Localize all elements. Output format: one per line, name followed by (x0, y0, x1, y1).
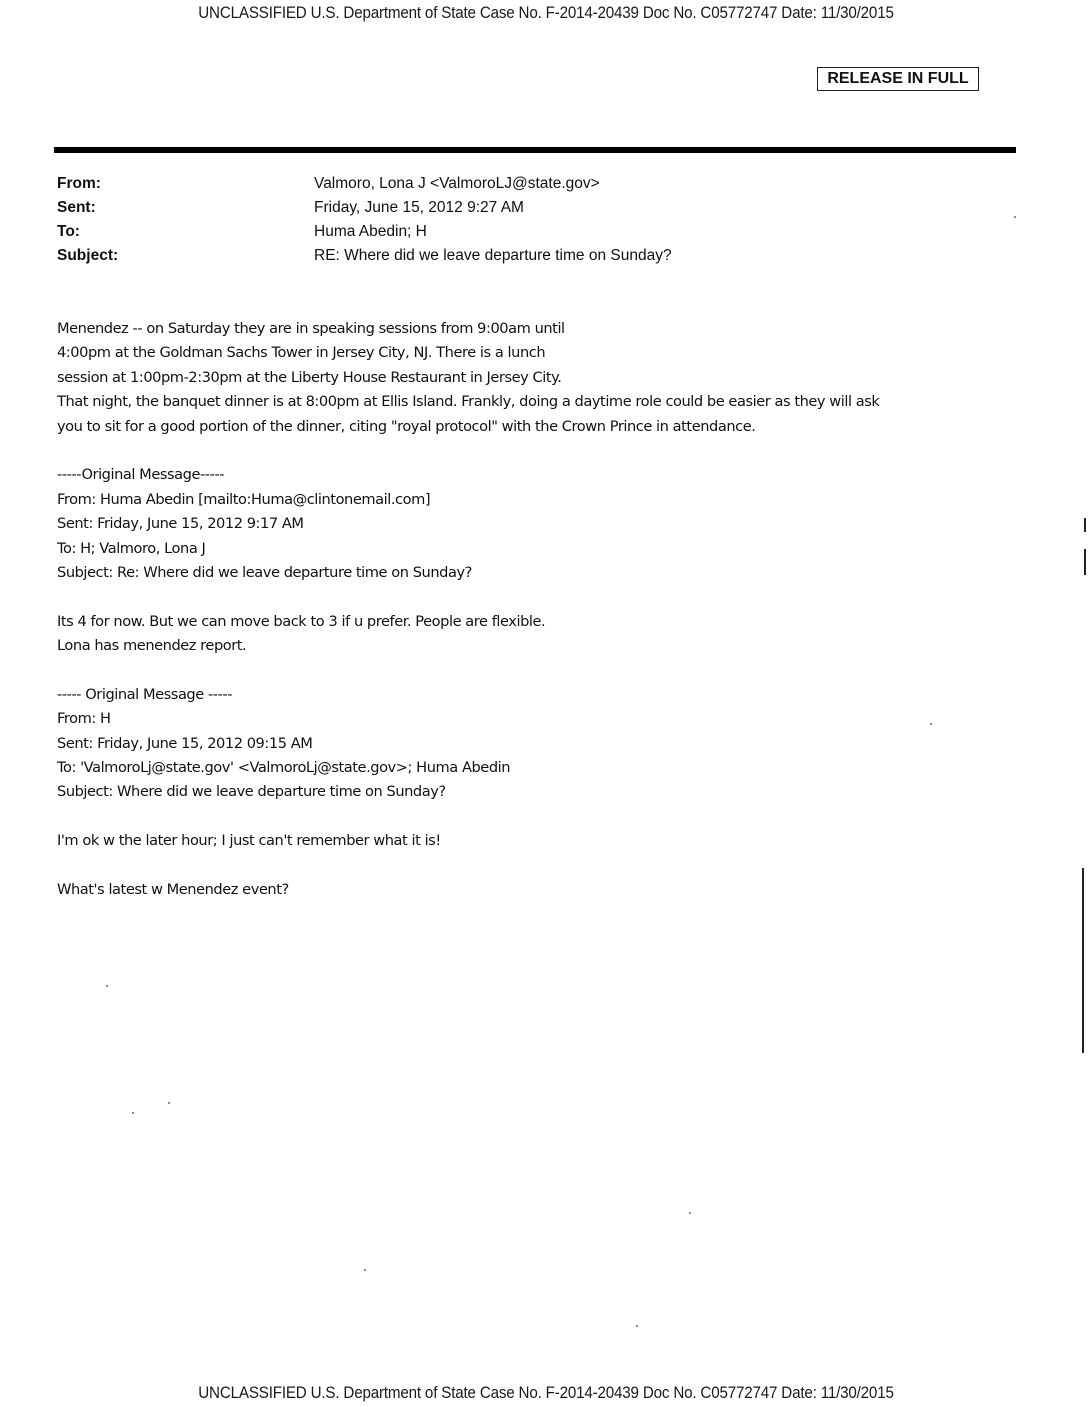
classification-stamp-bottom: UNCLASSIFIED U.S. Department of State Case No. F-2014-20439 Doc No. C05772747 Date: 11/30/2015 (198, 1384, 894, 1402)
body-line: Its 4 for now. But we can move back to 3 if u prefer. People are flexible. (57, 612, 546, 630)
body-line (57, 658, 879, 682)
body-line (57, 585, 879, 609)
to-label: To: (57, 223, 80, 240)
body-line: session at 1:00pm-2:30pm at the Liberty House Restaurant in Jersey City. (57, 368, 562, 386)
scan-speck (132, 1112, 134, 1114)
scan-speck (930, 723, 932, 725)
body-line: From: H (57, 710, 111, 728)
body-line: Sent: Friday, June 15, 2012 9:17 AM (57, 515, 304, 533)
scan-speck (636, 1325, 638, 1327)
body-line: Subject: Re: Where did we leave departure time on Sunday? (57, 563, 472, 581)
scan-speck (106, 985, 108, 987)
scan-speck (1014, 216, 1016, 218)
body-line: From: Huma Abedin [mailto:Huma@clintonemail.com] (57, 490, 431, 508)
body-line: -----Original Message----- (57, 466, 225, 484)
subject-label: Subject: (57, 247, 119, 264)
body-line: ----- Original Message ----- (57, 685, 233, 703)
body-line: That night, the banquet dinner is at 8:00pm at Ellis Island. Frankly, doing a daytime role could be easier as they will ask (57, 393, 880, 411)
sent-value: Friday, June 15, 2012 9:27 AM (314, 199, 524, 216)
from-label: From: (57, 175, 101, 192)
sent-label: Sent: (57, 199, 96, 216)
body-line: To: 'ValmoroLj@state.gov' <ValmoroLj@state.gov>; Huma Abedin (57, 759, 511, 777)
header-divider (54, 147, 1016, 153)
scan-artifact (1084, 518, 1086, 532)
to-value: Huma Abedin; H (314, 223, 427, 240)
subject-value: RE: Where did we leave departure time on Sunday? (314, 247, 672, 264)
body-line: Menendez -- on Saturday they are in speaking sessions from 9:00am until (57, 320, 565, 337)
body-line: Sent: Friday, June 15, 2012 09:15 AM (57, 734, 313, 752)
scan-artifact (1082, 868, 1084, 1053)
body-line: To: H; Valmoro, Lona J (57, 539, 206, 557)
body-line: you to sit for a good portion of the dinner, citing "royal protocol" with the Crown Prince in attendance. (57, 417, 756, 435)
body-line (57, 805, 879, 829)
body-line: Lona has menendez report. (57, 637, 247, 655)
scan-speck (689, 1212, 691, 1214)
body-line (57, 439, 879, 463)
body-line: I'm ok w the later hour; I just can't remember what it is! (57, 832, 441, 850)
body-line (57, 854, 879, 878)
classification-stamp-top: UNCLASSIFIED U.S. Department of State Case No. F-2014-20439 Doc No. C05772747 Date: 11/30/2015 (198, 4, 894, 22)
body-line: 4:00pm at the Goldman Sachs Tower in Jersey City, NJ. There is a lunch (57, 344, 546, 362)
email-body (57, 317, 879, 902)
scan-speck (168, 1102, 170, 1104)
scan-speck (364, 1269, 366, 1271)
from-value: Valmoro, Lona J <ValmoroLJ@state.gov> (314, 175, 600, 192)
body-line: Subject: Where did we leave departure time on Sunday? (57, 783, 446, 801)
release-in-full-badge: RELEASE IN FULL (817, 67, 979, 91)
scan-artifact (1084, 549, 1086, 575)
body-line: What's latest w Menendez event? (57, 880, 289, 898)
